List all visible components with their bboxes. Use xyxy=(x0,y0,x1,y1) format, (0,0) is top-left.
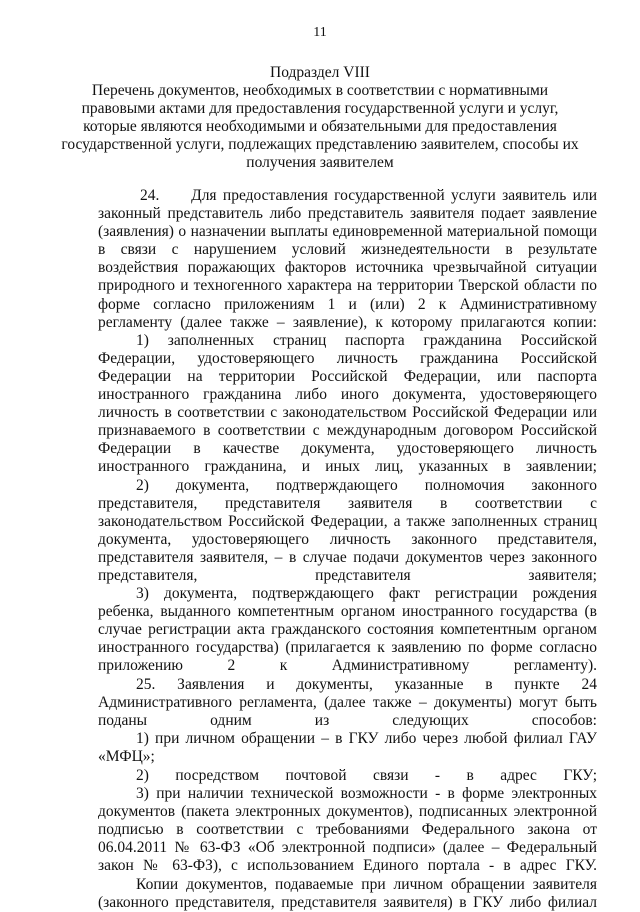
page-number: 11 xyxy=(313,25,327,40)
paragraph-24-item-1: 1) заполненных страниц паспорта гражданина Российской Федерации, удостоверяющего личность гражданина Российской Федерации на территории Российской Федерации, или паспорта иностранного гражданина либо иного документа, удостоверяющего личность в соответствии с законодательством Российской Федерации или признаваемого в соответствии с международным договором Российской Федерации в качестве документа, удостоверяющего личность иностранного гражданина, и иных лиц, указанных в заявлении; xyxy=(98,331,597,476)
section-title: Подраздел VIII xyxy=(270,64,370,81)
paragraph-24-item-3: 3) документа, подтверждающего факт регистрации рождения ребенка, выданного компетентным органом иностранного государства (в случае регистрации акта гражданского состояния компетентным органом иностранного государства) (прилагается к заявлению по форме согласно приложению 2 к Административному регламенту). xyxy=(98,585,597,675)
paragraph-25: 25. Заявления и документы, указанные в пункте 24 Административного регламента, (далее также – документы) могут быть поданы одним из следующих способов: xyxy=(98,675,597,729)
document-body xyxy=(98,187,597,912)
paragraph-25-item-3: 3) при наличии технической возможности - в форме электронных документов (пакета электронных документов), подписанных электронной подписью в соответствии с требованиями Федерального закона от 06.04.2011 № 63-ФЗ «Об электронной подписи» (далее – Федеральный закон № 63-ФЗ), с использованием Единого портала - в адрес ГКУ. xyxy=(98,785,597,875)
paragraph-25-item-2: 2) посредством почтовой связи - в адрес ГКУ; xyxy=(136,767,597,784)
paragraph-24: 24. Для предоставления государственной услуги заявитель или законный представитель либо представитель заявителя подает заявление (заявления) о назначении выплаты единовременной материальной помощи в связи с нарушением условий жизнедеятельности в результате воздействия поражающих факторов источника чрезвычайной ситуации природного и техногенного характера на территории Тверской области по форме согласно приложениям 1 и (или) 2 к Административному регламенту (далее также – заявление), к которому прилагаются копии: xyxy=(98,187,597,331)
section-subtitle: Перечень документов, необходимых в соответствии с нормативными правовыми актами для предоставления государственной услуги и услуг, которые являются необходимыми и обязательными для предоставления государственной услуги, подлежащих представлению заявителем, способы их получения заявителем xyxy=(61,82,579,171)
section-heading xyxy=(60,64,580,172)
paragraph-copies: Копии документов, подаваемые при личном обращении заявителя (законного представителя, представителя заявителя) в ГКУ либо филиал xyxy=(98,875,597,911)
paragraph-24-item-2: 2) документа, подтверждающего полномочия законного представителя, представителя заявителя в соответствии с законодательством Российской Федерации, а также заполненных страниц документа, удостоверяющего личность законного представителя, представителя заявителя, – в случае подачи документов через законного представителя, представителя заявителя; xyxy=(98,476,597,584)
paragraph-25-item-1: 1) при личном обращении – в ГКУ либо через любой филиал ГАУ «МФЦ»; xyxy=(98,729,597,766)
